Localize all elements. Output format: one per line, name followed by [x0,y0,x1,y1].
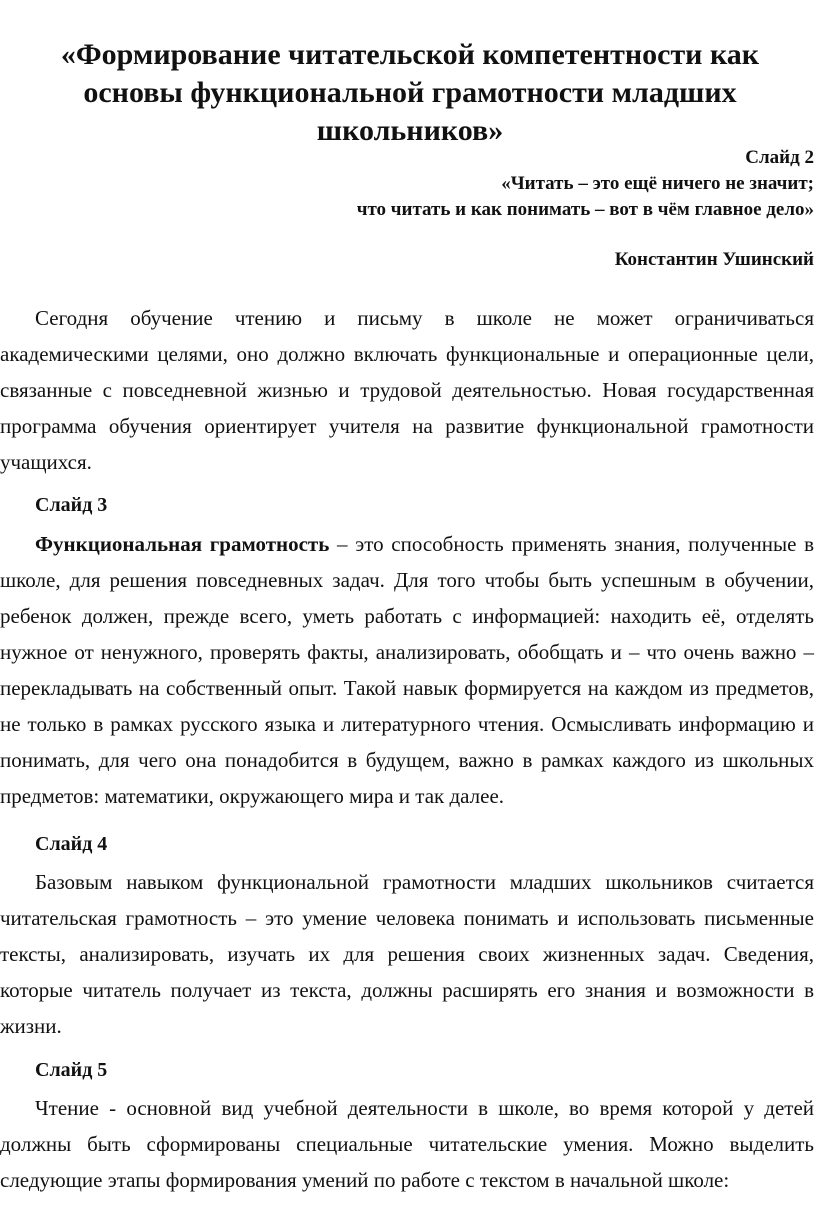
epigraph-line-1: «Читать – это ещё ничего не значит; [501,173,814,194]
paragraph-reading-activity: Чтение - основной вид учебной деятельности в школе, во время которой у детей должны быть сформированы специальные читательские умения. Можно выделить следующие этапы формирования умений по работе с текстом в начальной школе: [0,1096,814,1192]
epigraph-line-2: что читать и как понимать – вот в чём главное дело» [356,199,814,220]
slide-3-label: Слайд 3 [35,494,108,516]
document-title: «Формирование читательской компетентности как основы функциональной грамотности младших школьников» [60,38,760,147]
paragraph-reading-literacy: Базовым навыком функциональной грамотности младших школьников считается читательская грамотность – это умение человека понимать и использовать письменные тексты, анализировать, изучать их для решения своих жизненных задач. Сведения, которые читатель получает из текста, должны расширять его знания и возможности в жизни. [0,870,814,1038]
slide-2-label: Слайд 2 [745,147,814,168]
epigraph-author: Константин Ушинский [614,249,814,270]
slide-5-label: Слайд 5 [35,1059,108,1081]
slide-4-label: Слайд 4 [35,833,108,855]
term-functional-literacy: Функциональная грамотность [35,532,330,556]
paragraph-functional-literacy-text: – это способность применять знания, полученные в школе, для решения повседневных задач. Для того чтобы быть успешным в обучении, ребенок должен, прежде всего, уметь работать с информацией: находить её, отделять нужное от ненужного, проверять факты, анализировать, обобщать и – что очень важно – перекладывать на собственный опыт. Такой навык формируется на каждом из предметов, не только в рамках русского языка и литературного чтения. Осмысливать информацию и понимать, для чего она понадобится в будущем, важно в рамках каждого из школьных предметов: математики, окружающего мира и так далее. [0,532,814,808]
paragraph-intro: Сегодня обучение чтению и письму в школе не может ограничиваться академическими целями, оно должно включать функциональные и операционные цели, связанные с повседневной жизнью и трудовой деятельностью. Новая государственная программа обучения ориентирует учителя на развитие функциональной грамотности учащихся. [0,306,814,474]
paragraph-functional-literacy [0,526,814,814]
